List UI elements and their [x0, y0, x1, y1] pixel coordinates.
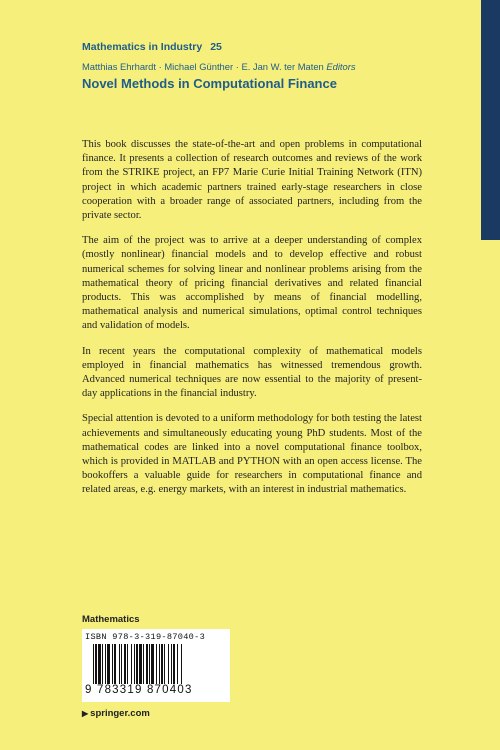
series-name: Mathematics in Industry — [82, 41, 203, 53]
blurb-paragraph: The aim of the project was to arrive at a deeper understanding of complex (mostly nonlinear) financial models and to develop effective and robust numerical schemes for solving linear and nonlinear problems arising from the mathematical theory of pricing financial derivatives and related financial products. This was accomplished by means of financial modelling, mathematical analysis and numerical simulations, optimal control techniques and validation of models. — [82, 235, 422, 332]
blurb — [82, 138, 422, 509]
barcode-digits: 9 783319 870403 — [85, 684, 193, 696]
spine-band — [481, 0, 500, 240]
editors-line — [82, 61, 356, 72]
publisher-url — [82, 708, 150, 719]
series-line — [82, 41, 222, 53]
barcode — [82, 629, 230, 702]
isbn-text: ISBN 978-3-319-87040-3 — [85, 632, 206, 642]
book-title: Novel Methods in Computational Finance — [82, 76, 337, 91]
series-volume: 25 — [210, 41, 222, 53]
editor-names: Matthias Ehrhardt · Michael Günther · E. Jan W. ter Maten — [82, 61, 324, 72]
barcode-bars — [93, 644, 225, 684]
subject-label: Mathematics — [82, 614, 140, 625]
blurb-paragraph: In recent years the computational complexity of mathematical models employed in financial mathematics has witnessed tremendous growth. Advanced numerical techniques are now essential to the majority of present-day applications in the financial industry. — [82, 345, 422, 400]
arrow-icon: ▶ — [82, 709, 89, 718]
editors-role: Editors — [326, 61, 356, 72]
publisher-text: springer.com — [90, 708, 150, 719]
blurb-paragraph: This book discusses the state-of-the-art and open problems in computational finance. It presents a collection of research outcomes and reviews of the work from the STRIKE project, an FP7 Marie Curie Initial Training Network (ITN) project in which academic partners trained early-stage researchers in close cooperation with a broader range of associated partners, including from the private sector. — [82, 139, 422, 222]
blurb-paragraph: Special attention is devoted to a uniform methodology for both testing the latest achievements and simultaneously educating young PhD students. Most of the mathematical codes are linked into a novel computational finance toolbox, which is provided in MATLAB and PYTHON with an open access license. The bookoffers a valuable guide for researchers in computational finance and related areas, e.g. energy markets, with an interest in industrial mathematics. — [82, 413, 422, 496]
